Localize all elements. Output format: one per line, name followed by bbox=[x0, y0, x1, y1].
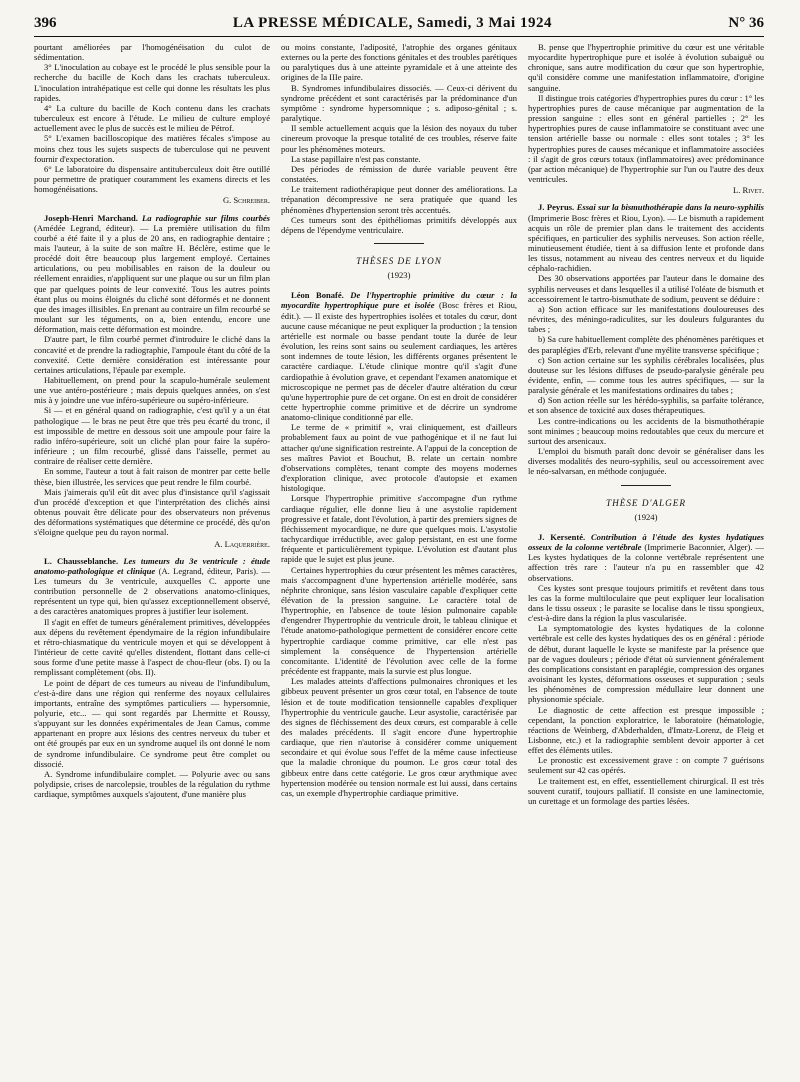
paragraph: Le traitement radiothérapique peut donner des améliorations. La trépanation décompressive ne sera pratiquée que quand les phénomènes d'hypertension seront très accentués. bbox=[281, 184, 517, 215]
review-author: Joseph-Henri Marchand. bbox=[44, 212, 138, 223]
review-lead: — Il existe des hypertrophies isolées et totales du cœur, dont aucune cause mécanique ne peut expliquer la production ; la tension artérielle est normale ou basse pendant toute la durée de leur évolution, les reins sont sains ou seulement cardiaques, les artères sont indemnes de toute lésion, les différents organes présentent le caractère cardiaque. L'étude clinique montre qu'il s'agit d'une cardiopathie à évolution grave, et cependant l'examen anatomique et microscopique ne permet pas de déceler d'autre altération du cœur qu'une hypertrophie pure de cet organe. On est en droit de considérer cette hypertrophie comme primitive et de décrire un syndrome anatomo-clinique conditionné par elle. bbox=[281, 310, 517, 423]
review-lead: — La première utilisation du film courbé a été faite il y a plus de 20 ans, en radiographie dentaire ; mais l'auteur, à la suite de son maître H. Béclère, estime que le procédé doit être beaucoup plus largement employé. Certaines articulations, ou peu mobilisables en raison de la douleur ou réellement enraidies, n'appliquent sur une plaque ou sur un film plan que par quelques points de leur convexité. Tous les autres points étant plus ou moins éloignés du cliché sont déformés et ne donnent que des images illisibles. En prenant au contraire un film recourbé se moulant sur les téguments, on a, bien entendu, encore une déformation, mais cette déformation est moindre. bbox=[34, 222, 270, 335]
section-title: THÈSE D'ALGER bbox=[605, 497, 687, 508]
paragraph: Le traitement est, en effet, essentiellement chirurgical. Il est très souvent curatif, toujours palliatif. Il consiste en une laminectomie, un curettage et un formolage des parties lésées. bbox=[528, 775, 764, 806]
paragraph: Les malades atteints d'affections pulmonaires chroniques et les gibbeux peuvent présenter un gros cœur total, en l'absence de toute lésion et de toute modification tensionnelle capables d'expliquer l'hypertrophie du ventricule gauche. Leur asystolie, caractérisée par des signes de fléchissement des deux cœurs, est comparable à celle des malades précédents. Il s'agit encore d'une hypertrophie cardiaque, que rien n'autorise à considérer comme uniquement secondaire et qui évolue sous l'effet de la même cause infectieuse que la maladie chronique du poumon. Le gros cœur total des gibbeux entre dans cette catégorie. Le gros cœur arythmique avec hypertension modérée ou tension normale est lui aussi, dans certains cas, un exemple d'hypertrophie cardiaque primitive. bbox=[281, 676, 517, 798]
paragraph: La symptomatologie des kystes hydatiques de la colonne vertébrale est celle des kystes hydatiques des os en général : période de début, durant laquelle le kyste se manifeste par la présence que par de vagues douleurs ; période d'état où surviennent généralement des complications consistant en paraplégie, compression des organes avoisinant les kystes, déformations osseuses et suppuration ; seuls les phénomènes de compression médullaire leur donnent une physionomie spéciale. bbox=[528, 623, 764, 705]
paragraph: ou moins constante, l'adiposité, l'atrophie des organes génitaux externes ou la perte des fonctions génitales et des troubles parétiques ou paralytiques dus à une atteinte pyramidale et à une atteinte des origines de la IIIe paire. bbox=[281, 42, 517, 83]
paragraph: B. pense que l'hypertrophie primitive du cœur est une véritable myocardite hypertrophique pure et isolée à évolution subaiguë ou chronique, sans autre modification du cœur que son hypertrophie, qu'il considère comme une manifestation inflammatoire, d'origine sanguine. bbox=[528, 42, 764, 93]
review-publisher: (Bosc frères et Riou, édit.). bbox=[281, 300, 517, 321]
paragraph: Il s'agit en effet de tumeurs généralement primitives, développées aux dépens du revêtement épendymaire de la région infundibulaire et rétro-chiasmatique du ventricule moyen et qui se développent à l'intérieur de cette cavité qu'elles distendent, flottant dans celle-ci sous forme d'une petite masse à l'aspect de chou-fleur (obs. I) ou la remplissant complètement (obs. II). bbox=[34, 616, 270, 678]
paragraph: pourtant améliorées par l'homogénéisation du culot de sédimentation. bbox=[34, 42, 270, 63]
paragraph: Il semble actuellement acquis que la lésion des noyaux du tuber cinereum provoque la presque totalité de ces troubles, réserve faite pour les phénomènes moteurs. bbox=[281, 123, 517, 154]
paragraph: Si — et en général quand on radiographie, c'est qu'il y a un état pathologique — le bras ne peut être que très peu écarté du tronc, il est impossible de mettre en dessous soit une ampoule pour faire la radio inféro-supérieure, soit un cliché plan pour faire la supéro-inférieure ; un film recourbé, glissé dans l'aisselle, permet au contraire de réaliser cette dernière. bbox=[34, 405, 270, 467]
page-number: 396 bbox=[34, 14, 57, 31]
header-rule bbox=[34, 36, 764, 37]
paragraph: Certaines hypertrophies du cœur présentent les mêmes caractères, mais s'accompagnent d'une hypertension artérielle modérée, sans néphrite chronique, sans lésion vasculaire capable d'expliquer cette élévation de la pression sanguine. Le caractère total de l'hypertrophie, en l'absence de toute lésion pulmonaire capable d'engendrer l'hypertrophie du ventricule droit, le tableau clinique et l'étude anatomo-pathologique permettent de considérer encore cette hypertrophie cardiaque comme primitive, car elle n'est pas simplement la conséquence de l'hypertension artérielle concomitante. L'identité de l'évolution avec celle de la forme précédente est frappante, mais la survie est plus longue. bbox=[281, 564, 517, 677]
issue-number: N° 36 bbox=[728, 14, 764, 31]
paragraph: c) Son action certaine sur les syphilis cérébrales localisées, plus douteuse sur les lésions diffuses de pseudo-paralysie générale peu évidente, enfin, — comme tous les autres spécifiques, — sur la paralysie générale et les manifestations ordinaires du tabes ; bbox=[528, 354, 764, 396]
publication-title: LA PRESSE MÉDICALE, Samedi, 3 Mai 1924 bbox=[232, 14, 552, 31]
paragraph: 3° L'inoculation au cobaye est le procédé le plus sensible pour la recherche du bacille de Koch dans les crachats tuberculeux. L'inoculation intrahépatique est celle qui donne les résultats les plus rapides. bbox=[34, 62, 270, 103]
review-title: Essai sur la bismuthothérapie dans la neuro-syphilis bbox=[576, 202, 764, 213]
review-bonafe bbox=[281, 290, 517, 798]
page-header bbox=[34, 12, 764, 34]
paragraph: Lorsque l'hypertrophie primitive s'accompagne d'un rythme cardiaque régulier, elle donne lieu à une asystolie rapidement progressive et fatale, dont l'évolution, à partir des premiers signes de fléchissement myocardique, ne dure que quelques mois. L'asystolie tachycardique irréductible, avec galop persistant, en est une forme fréquente et particulièrement typique. L'évolution est d'autant plus rapide que le sujet est plus jeune. bbox=[281, 493, 517, 565]
column-1 bbox=[34, 42, 270, 1072]
section-divider bbox=[374, 243, 424, 244]
review-title: De l'hypertrophie primitive du cœur : la myocardite hypertrophique pure et isolée bbox=[281, 290, 517, 311]
paragraph: d) Son action réelle sur les hérédo-syphilis, sa parfaite tolérance, et son absence de toxicité aux doses thérapeutiques. bbox=[528, 395, 764, 416]
review-peyrus bbox=[528, 202, 764, 476]
review-lead: — Le bismuth a rapidement acquis un rôle de premier plan dans le traitement des accidents spécifiques, en particulier des syphilis nerveuses. Son action réelle, minutieusement étudiée, tient à sa diffusion lente et profonde dans les tissus, notamment au niveau des centres nerveux et du liquide céphalo-rachidien. bbox=[528, 212, 764, 274]
paragraph: b) Sa cure habituellement complète des phénomènes parétiques et des paraplégies d'Erb, relevant d'une myélite transverse spécifique ; bbox=[528, 334, 764, 355]
paragraph: Ces tumeurs sont des épithéliomas primitifs développés aux dépens de l'épendyme ventriculaire. bbox=[281, 214, 517, 235]
paragraph: D'autre part, le film courbé permet d'introduire le cliché dans la concavité et de prendre la radiographie, l'ampoule étant du côté de la convexité. Cette dernière considération est intéressante pour certaines articulations, l'épaule par exemple. bbox=[34, 334, 270, 375]
paragraph: Le terme de « primitif », vrai cliniquement, est d'ailleurs probablement faux au point de vue pathogénique et il ne faut lui attacher qu'une signification restreinte. A l'appui de la conception de ses maîtres Paviot et Bouchut, B. relate un certain nombre d'observations complètes, tenant compte des moyens modernes d'exploration clinique, avec protocole d'autopsie et examen histologique. bbox=[281, 422, 517, 494]
paragraph: 5° L'examen bacilloscopique des matières fécales s'impose au moins chez tous les sujets suspects de tuberculose qui ne peuvent fournir d'expectoration. bbox=[34, 133, 270, 164]
paragraph: Il distingue trois catégories d'hypertrophies pures du cœur : 1° les hypertrophies pures de cause mécanique par augmentation de la pression sanguine : elles sont en général partielles ; 2° les hypertrophies pures de cause inflammatoire se constituant avec une tension artérielle basse ou normale : elles sont totales ; 3° les hypertrophies pures de causes mécanique et inflammatoire associées : il s'agit de gros cœurs totaux (inflammatoires) avec prédominance (par action mécanique) de l'hypertrophie sur l'un ou l'autre des deux ventricules. bbox=[528, 92, 764, 185]
review-author: J. Kersenté. bbox=[538, 531, 586, 542]
review-publisher: (Imprimerie Bosc frères et Riou, Lyon). bbox=[528, 212, 665, 223]
paragraph: Ces kystes sont presque toujours primitifs et revêtent dans tous les cas la forme multiloculaire que peut expliquer leur localisation dans le tissu osseux ; le parasite se localise dans le tissu spongieux, c'est-à-dire dans la région la plus vascularisée. bbox=[528, 582, 764, 624]
paragraph: 6° Le laboratoire du dispensaire antituberculeux doit être outillé pour permettre de pratiquer couramment les examens directs et les homogénéisations. bbox=[34, 163, 270, 195]
reviewer-signature: G. Schreiber. bbox=[222, 195, 270, 206]
paragraph: Le diagnostic de cette affection est presque impossible ; cependant, la ponction exploratrice, le laboratoire (hématologie, réactions de Weinberg, d'Abderhalden, d'Imatz-Lorenz, de Fleig et Lisbonne, etc.) et la radiographie semblent devoir apporter à cet effet des éléments utiles. bbox=[528, 704, 764, 756]
review-marchand bbox=[34, 213, 270, 549]
paragraph: En somme, l'auteur a tout à fait raison de montrer par cette belle thèse, bien illustrée, les services que peut rendre le film courbé. bbox=[34, 466, 270, 487]
paragraph: Le point de départ de ces tumeurs au niveau de l'infundibulum, c'est-à-dire dans une région qui renferme des noyaux cellulaires importants, entraîne des symptômes particuliers — hypersomnie, polyurie, etc... — qui sont regardés par Lhermitte et Roussy, s'appuyant sur les données expérimentales de Jean Camus, comme appartenant en propre aux lésions des centres nerveux du tuber et ont été groupés par eux en un syndrome auquel ils ont donné le nom de syndrome infundibulaire. Ce syndrome peut être complet ou dissocié. bbox=[34, 677, 270, 769]
section-title: THÈSES DE LYON bbox=[356, 255, 442, 266]
section-year: (1923) bbox=[387, 270, 411, 281]
review-author: Léon Bonafé. bbox=[291, 290, 344, 301]
review-author: J. Peyrus. bbox=[538, 202, 575, 213]
paragraph: Des 30 observations apportées par l'auteur dans le domaine des syphilis nerveuses et dans lesquelles il a utilisé l'oléate de bismuth et accessoirement le tartro-bismuthate de sodium, peuvent se déduire : bbox=[528, 273, 764, 304]
reviewer-signature: L. Rivet. bbox=[733, 185, 764, 196]
reviewer-signature: A. Laquerrière. bbox=[214, 538, 270, 549]
review-chausseblanche bbox=[34, 556, 270, 800]
section-year: (1924) bbox=[634, 511, 658, 522]
review-title: La radiographie sur films courbés bbox=[142, 212, 270, 223]
paragraph: L'emploi du bismuth paraît donc devoir se généraliser dans les diverses modalités des neuro-syphilis, seul ou accessoirement avec le néo-salvarsan, en méthode conjuguée. bbox=[528, 446, 764, 477]
review-author: L. Chausseblanche. bbox=[44, 555, 119, 566]
paragraph: B. Syndromes infundibulaires dissociés. — Ceux-ci dérivent du syndrome précédent et sont caractérisés par la prédominance d'un symptôme : syndrome hypersomnique ; s. adiposo-génital ; s. paralytique. bbox=[281, 82, 517, 124]
column-3 bbox=[528, 42, 764, 1072]
review-lead: — Les kystes hydatiques de la colonne vertébrale représentent une affection très rare : l'auteur n'a pu en rassembler que 42 observations. bbox=[528, 542, 764, 583]
review-publisher: (Imprimerie Baconnier, Alger). bbox=[644, 542, 753, 553]
paragraph: Les contre-indications ou les accidents de la bismuthothérapie sont minimes ; beaucoup moins redoutables que ceux du mercure et surtout des arsenicaux. bbox=[528, 415, 764, 446]
review-title: Les tumeurs du 3e ventricule : étude anatomo-pathologique et clinique bbox=[34, 555, 270, 576]
review-publisher: (Amédée Legrand, éditeur). bbox=[34, 222, 135, 233]
paragraph: Habituellement, on prend pour la scapulo-humérale seulement une vue antéro-postérieure ; mais depuis quelques années, on s'est mis à y joindre une vue inféro-supérieure ou supéro-inférieure. bbox=[34, 375, 270, 406]
column-2 bbox=[281, 42, 517, 1072]
paragraph: 4° La culture du bacille de Koch contenu dans les crachats tuberculeux est encore à l'étude. Le milieu de culture employé actuellement avec le plus de succès est le milieu de Pétrof. bbox=[34, 102, 270, 134]
paragraph: La stase papillaire n'est pas constante. bbox=[291, 153, 421, 164]
paragraph: a) Son action efficace sur les manifestations douloureuses des névrites, des méningo-radiculites, sur les douleurs fulgurantes du tabes ; bbox=[528, 303, 764, 335]
paragraph: A. Syndrome infundibulaire complet. — Polyurie avec ou sans polydipsie, crises de narcolepsie, troubles de la régulation du rythme cardiaque, symptômes auxquels s'ajoutent, d'une manière plus bbox=[34, 768, 270, 800]
review-lead: — Les tumeurs du 3e ventricule, auxquelles C. apporte une contribution personnelle de 2 observations anatomo-cliniques, représentent un type qui, bien qu'assez exceptionnellement observé, a des caractères anatomiques propres à justifier leur isolement. bbox=[34, 565, 270, 617]
paragraph: Le pronostic est excessivement grave : on compte 7 guérisons seulement sur 42 cas opérés. bbox=[528, 755, 764, 776]
review-publisher: (A. Legrand, éditeur, Paris). bbox=[158, 565, 259, 576]
section-divider bbox=[621, 485, 671, 486]
review-kersente bbox=[528, 532, 764, 806]
review-title: Contribution à l'étude des kystes hydatiques osseux de la colonne vertébrale bbox=[528, 531, 764, 553]
paragraph: Des périodes de rémission de durée variable peuvent être constatées. bbox=[281, 163, 517, 185]
paragraph: Mais j'aimerais qu'il eût dit avec plus d'insistance qu'il s'agissait d'un procédé d'exception et que l'interprétation des clichés ainsi obtenus pouvait être délicate pour des observateurs non prévenus des déformations systématiques que détermine ce procédé, dès qu'on s'éloigne quelque peu du rayon normal. bbox=[34, 486, 270, 538]
